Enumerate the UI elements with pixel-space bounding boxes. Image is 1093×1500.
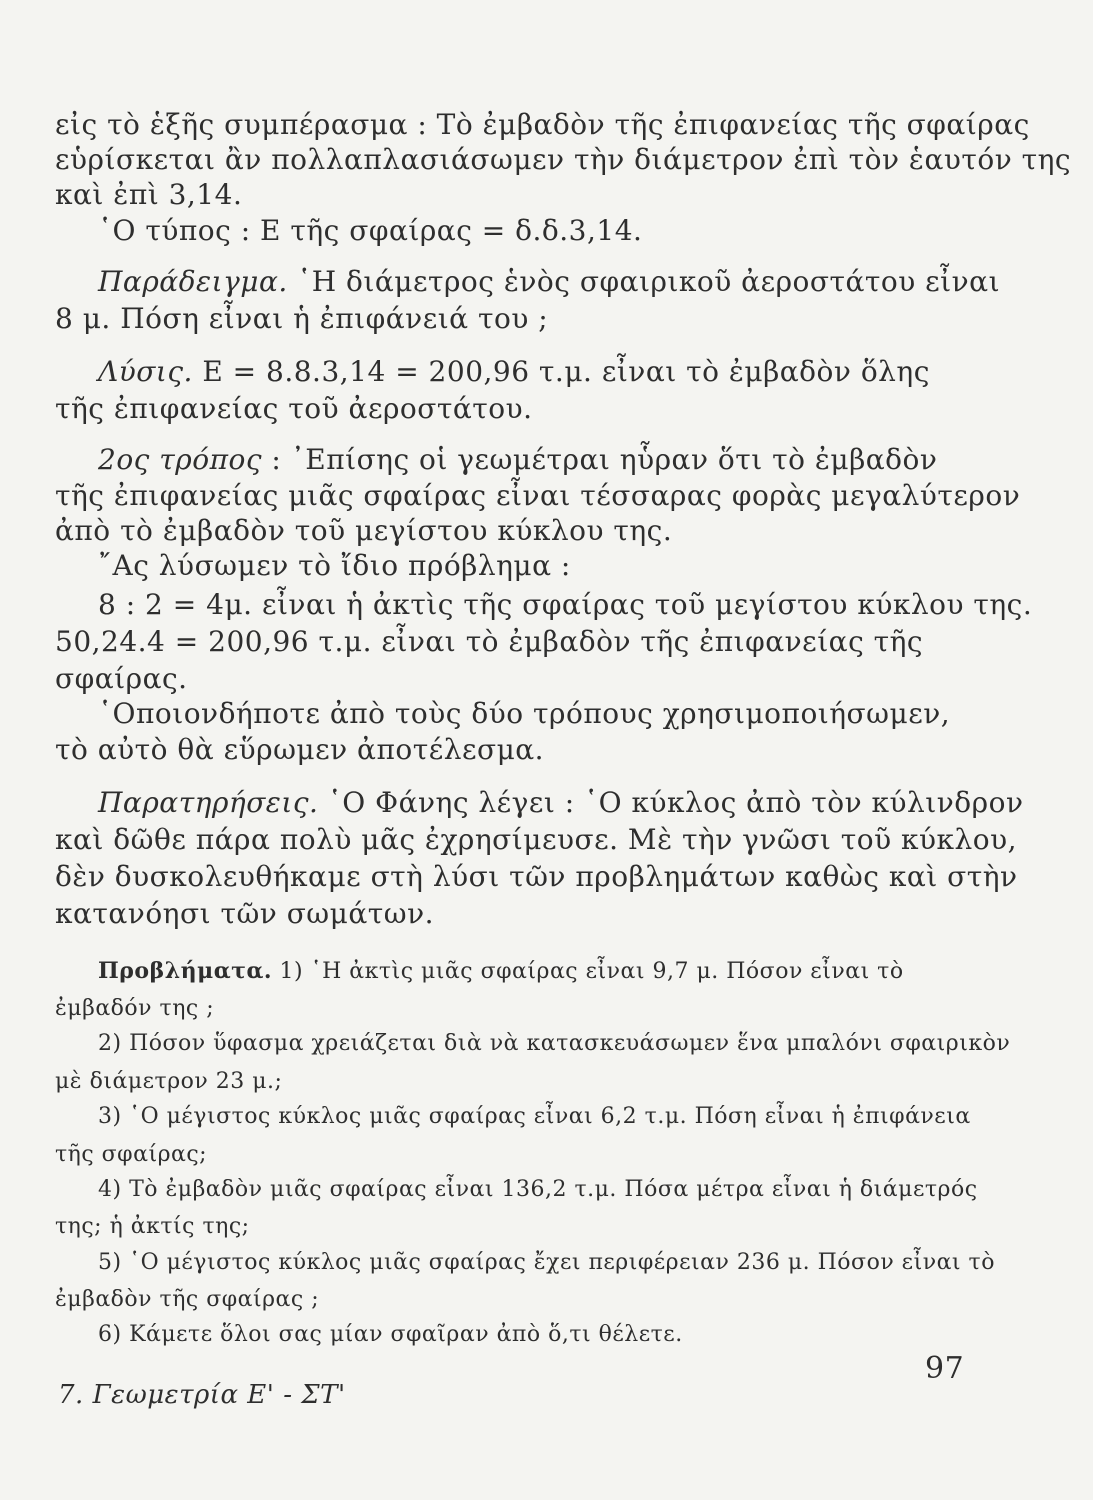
formula-line: ῾Ο τύπος : Ε τῆς σφαίρας = δ.δ.3,14. (98, 214, 643, 247)
example-label: Παράδειγμα. (98, 265, 288, 298)
problem-line: ἐμβαδὸν τῆς σφαίρας ; (55, 1287, 320, 1312)
problem-line: 4) Τὸ ἐμβαδὸν μιᾶς σφαίρας εἶναι 136,2 τ.μ. Πόσα μέτρα εἶναι ἡ διάμετρός (98, 1177, 978, 1202)
text-line: καὶ ἐπὶ 3,14. (55, 178, 243, 211)
text-line: σφαίρας. (55, 662, 188, 695)
problem-line: της; ἡ ἀκτίς της; (55, 1214, 250, 1239)
problem-line: μὲ διάμετρον 23 μ.; (55, 1069, 283, 1094)
text-line: ἀπὸ τὸ ἐμβαδὸν τοῦ μεγίστου κύκλου της. (55, 514, 673, 547)
text-line: δὲν δυσκολευθήκαμε στὴ λύσι τῶν προβλημάτων καθὼς καὶ στὴν (55, 860, 1018, 893)
page-number: 97 (925, 1351, 965, 1386)
example-line (98, 265, 1000, 299)
remarks-line (98, 786, 1023, 820)
problem-line: ἐμβαδόν της ; (55, 996, 215, 1021)
second-way-line (98, 443, 937, 477)
second-way-label: 2ος τρόπος (98, 443, 263, 476)
problems-label: Προβλήματα. (98, 958, 273, 984)
text-line: τὸ αὐτὸ θὰ εὕρωμεν ἀποτέλεσμα. (55, 733, 545, 766)
problem-line: 6) Κάμετε ὅλοι σας μίαν σφαῖραν ἀπὸ ὅ,τι θέλετε. (98, 1322, 683, 1347)
text-line: εὑρίσκεται ἂν πολλαπλασιάσωμεν τὴν διάμετρον ἐπὶ τὸν ἑαυτόν της (55, 143, 1072, 176)
problem-line: 2) Πόσον ὕφασμα χρειάζεται διὰ νὰ κατασκευάσωμεν ἕνα μπαλόνι σφαιρικὸν (98, 1031, 1011, 1056)
footer-book-title: 7. Γεωμετρία Ε' - ΣΤ' (58, 1380, 346, 1410)
problems-line (98, 957, 904, 986)
problem-line: 3) ῾Ο μέγιστος κύκλος μιᾶς σφαίρας εἶναι 6,2 τ.μ. Πόση εἶναι ἡ ἐπιφάνεια (98, 1104, 971, 1129)
remarks-text: ῾Ο Φάνης λέγει : ῾Ο κύκλος ἀπὸ τὸν κύλινδρον (318, 786, 1024, 819)
example-text: ῾Η διάμετρος ἑνὸς σφαιρικοῦ ἀεροστάτου εἶναι (287, 265, 1001, 298)
text-line: καὶ δῶθε πάρα πολὺ μᾶς ἐχρησίμευσε. Μὲ τὴν γνῶσι τοῦ κύκλου, (55, 823, 1018, 856)
remarks-label: Παρατηρήσεις. (98, 786, 319, 819)
text-line: κατανόησι τῶν σωμάτων. (55, 897, 434, 930)
text-line: 8 μ. Πόση εἶναι ἡ ἐπιφάνειά του ; (55, 302, 549, 335)
text-line: ῎Ας λύσωμεν τὸ ἴδιο πρόβλημα : (98, 549, 571, 582)
text-line: 50,24.4 = 200,96 τ.μ. εἶναι τὸ ἐμβαδὸν τῆς ἐπιφανείας τῆς (55, 625, 924, 658)
problem-line: 5) ῾Ο μέγιστος κύκλος μιᾶς σφαίρας ἔχει περιφέρειαν 236 μ. Πόσον εἶναι τὸ (98, 1250, 995, 1275)
solution-label: Λύσις. (98, 355, 193, 388)
text-line: τῆς ἐπιφανείας μιᾶς σφαίρας εἶναι τέσσαρας φορὰς μεγαλύτερον (55, 479, 1021, 512)
text-line: ῾Οποιονδήποτε ἀπὸ τοὺς δύο τρόπους χρησιμοποιήσωμεν, (98, 697, 951, 730)
second-way-text: : ᾿Επίσης οἱ γεωμέτραι ηὗραν ὅτι τὸ ἐμβαδὸν (262, 443, 938, 476)
solution-line (98, 355, 930, 389)
problem-line: τῆς σφαίρας; (55, 1142, 208, 1167)
problem-1-text: 1) ῾Η ἀκτὶς μιᾶς σφαίρας εἶναι 9,7 μ. Πόσον εἶναι τὸ (272, 959, 904, 984)
text-line: εἰς τὸ ἑξῆς συμπέρασμα : Τὸ ἐμβαδὸν τῆς ἐπιφανείας τῆς σφαίρας (55, 108, 1030, 141)
solution-text: Ε = 8.8.3,14 = 200,96 τ.μ. εἶναι τὸ ἐμβαδὸν ὅλης (192, 355, 930, 388)
text-line: τῆς ἐπιφανείας τοῦ ἀεροστάτου. (55, 392, 533, 425)
text-line: 8 : 2 = 4μ. εἶναι ἡ ἀκτὶς τῆς σφαίρας τοῦ μεγίστου κύκλου της. (98, 588, 1033, 621)
